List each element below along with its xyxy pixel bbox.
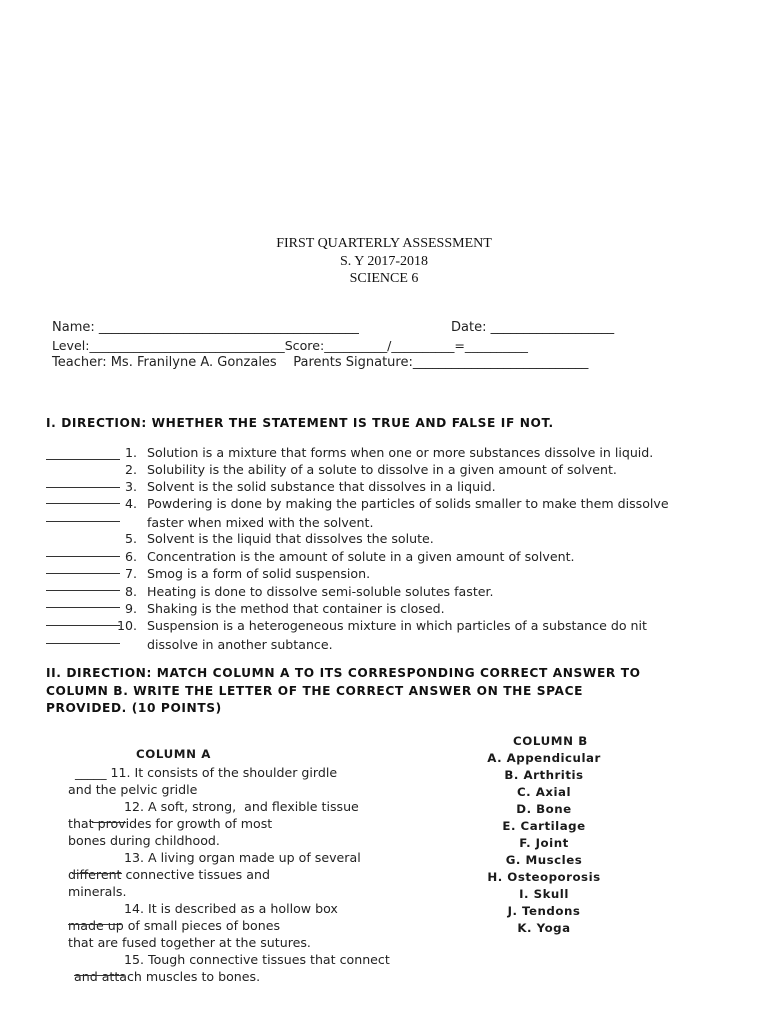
item-number: 8. [124,584,137,599]
item-number: 3. [124,479,137,494]
subject: SCIENCE 6 [349,271,419,286]
column-a-line: minerals. [68,884,127,899]
section-1-direction: I. DIRECTION: WHETHER THE STATEMENT IS TRUE AND FALSE IF NOT. [46,416,554,430]
item-number: 6. [124,549,137,564]
true-false-statement: Suspension is a heterogeneous mixture in which particles of a substance do nit [147,618,647,633]
column-b-option: K. Yoga [517,921,571,935]
column-a-line: made up of small pieces of bones [68,918,281,933]
column-a-line: _____ 11. It consists of the shoulder girdle [75,765,338,780]
column-a-line: different connective tissues and [68,867,270,882]
true-false-statement: Smog is a form of solid suspension. [147,566,371,581]
name-field-line: Name: ________________________________________ [52,320,359,335]
column-a-line: 12. A soft, strong, and flexible tissue [124,799,359,814]
true-false-statement: Powdering is done by making the particles of solids smaller to make them dissolve [147,496,669,511]
true-false-statement: faster when mixed with the solvent. [147,515,374,530]
column-a-line: 14. It is described as a hollow box [124,901,338,916]
true-false-statement: Solvent is the solid substance that dissolves in a liquid. [147,479,496,494]
column-b-option: B. Arthritis [504,768,584,782]
true-false-statement: Solubility is the ability of a solute to dissolve in a given amount of solvent. [147,462,617,477]
item-number: 9. [124,601,137,616]
level-score-line: Level:_______________________________Score:__________/__________=__________ [52,338,528,353]
strike-mark [72,873,122,874]
item-number: 10. [116,618,137,633]
strike-mark [74,975,124,976]
column-a-line: bones during childhood. [68,833,220,848]
column-a-line: and attach muscles to bones. [74,969,261,984]
column-b-option: G. Muscles [505,853,583,867]
column-b-option: D. Bone [516,802,572,816]
item-number: 1. [124,445,137,460]
true-false-statement: Solution is a mixture that forms when one or more substances dissolve in liquid. [147,445,654,460]
item-number: 2. [124,462,137,477]
column-a-line: 15. Tough connective tissues that connect [124,952,390,967]
strike-mark [92,822,126,823]
column-a-line: 13. A living organ made up of several [124,850,361,865]
answer-blank[interactable] [46,521,120,522]
section-2-direction-line1: II. DIRECTION: MATCH COLUMN A TO ITS CORRESPONDING CORRECT ANSWER TO [46,666,641,680]
column-a-line: and the pelvic gridle [68,782,198,797]
column-a-line: that are fused together at the sutures. [68,935,311,950]
column-a-title: COLUMN A [136,747,212,761]
column-b-option: H. Osteoporosis [487,870,601,884]
column-b-option: E. Cartilage [502,819,586,833]
answer-blank[interactable] [46,643,120,644]
true-false-statement: Heating is done to dissolve semi-soluble solutes faster. [147,584,494,599]
column-b-option: F. Joint [519,836,569,850]
doc-title: FIRST QUARTERLY ASSESSMENT [276,236,492,251]
true-false-statement: Solvent is the liquid that dissolves the solute. [147,531,434,546]
column-b-option: I. Skull [519,887,569,901]
true-false-statement: Shaking is the method that container is closed. [147,601,445,616]
school-year: S. Y 2017-2018 [339,254,429,269]
item-number: 5. [124,531,137,546]
column-b-option: C. Axial [516,785,572,799]
column-a-line: that provides for growth of most [68,816,273,831]
column-b-option: J. Tendons [507,904,581,918]
section-2-direction-line3: PROVIDED. (10 POINTS) [46,701,222,715]
item-number: 4. [124,496,137,511]
date-field-line: Date: ___________________ [451,320,615,335]
true-false-statement: dissolve in another subtance. [147,637,333,652]
strike-mark [68,924,122,925]
true-false-statement: Concentration is the amount of solute in a given amount of solvent. [147,549,575,564]
section-2-direction-line2: COLUMN B. WRITE THE LETTER OF THE CORRECT ANSWER ON THE SPACE [46,684,584,698]
column-b-option: A. Appendicular [487,751,601,765]
column-b-title: COLUMN B [513,734,588,748]
item-number: 7. [124,566,137,581]
teacher-signature-line: Teacher: Ms. Franilyne A. Gonzales Parents Signature:___________________________ [52,355,589,370]
